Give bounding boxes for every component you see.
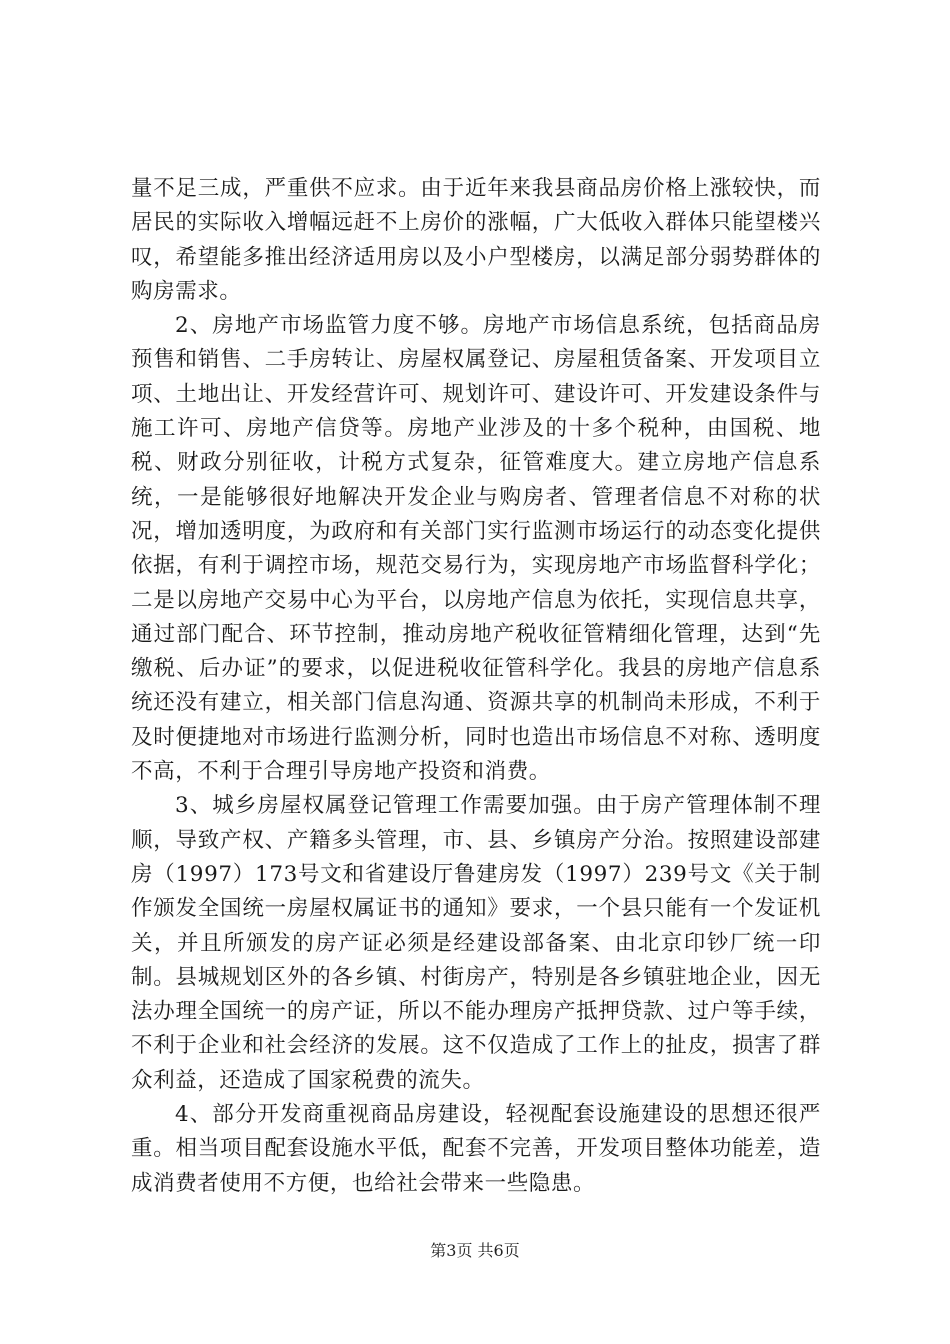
paragraph-market-supervision: 2、房地产市场监管力度不够。房地产市场信息系统，包括商品房预售和销售、二手房转让、房屋权属登记、房屋租赁备案、开发项目立项、土地出让、开发经营许可、规划许可、建设许可、开发建设条件与施工许可、房地产信贷等。房地产业涉及的十多个税种，由国税、地税、财政分别征收，计税方式复杂，征管难度大。建立房地产信息系统，一是能够很好地解决开发企业与购房者、管理者信息不对称的状况，增加透明度，为政府和有关部门实行监测市场运行的动态变化提供依据，有利于调控市场，规范交易行为，实现房地产市场监督科学化；二是以房地产交易中心为平台，以房地产信息为依托，实现信息共享，通过部门配合、环节控制，推动房地产税收征管精细化管理，达到“先缴税、后办证”的要求，以促进税收征管科学化。我县的房地产信息系统还没有建立，相关部门信息沟通、资源共享的机制尚未形成，不利于及时便捷地对市场进行监测分析，同时也造出市场信息不对称、透明度不高，不利于合理引导房地产投资和消费。 bbox=[131, 313, 821, 785]
document-body bbox=[131, 172, 821, 1201]
paragraph-property-registration: 3、城乡房屋权属登记管理工作需要加强。由于房产管理体制不理顺，导致产权、产籍多头管理，市、县、乡镇房产分治。按照建设部建房（1997）173号文和省建设厅鲁建房发（1997）239号文《关于制作颁发全国统一房屋权属证书的通知》要求，一个县只能有一个发证机关，并且所颁发的房产证必须是经建设部备案、由北京印钞厂统一印制。县城规划区外的各乡镇、村街房产，特别是各乡镇驻地企业，因无法办理全国统一的房产证，所以不能办理房产抵押贷款、过户等手续，不利于企业和社会经济的发展。这不仅造成了工作上的扯皮，损害了群众利益，还造成了国家税费的流失。 bbox=[131, 793, 821, 1093]
paragraph-supporting-facilities: 4、部分开发商重视商品房建设，轻视配套设施建设的思想还很严重。相当项目配套设施水平低，配套不完善，开发项目整体功能差，造成消费者使用不方便，也给社会带来一些隐患。 bbox=[131, 1102, 821, 1196]
page-number-footer: 第3页 共6页 bbox=[430, 1241, 520, 1260]
paragraph-continuation: 量不足三成，严重供不应求。由于近年来我县商品房价格上涨较快，而居民的实际收入增幅远赶不上房价的涨幅，广大低收入群体只能望楼兴叹，希望能多推出经济适用房以及小户型楼房，以满足部分弱势群体的购房需求。 bbox=[131, 176, 821, 304]
